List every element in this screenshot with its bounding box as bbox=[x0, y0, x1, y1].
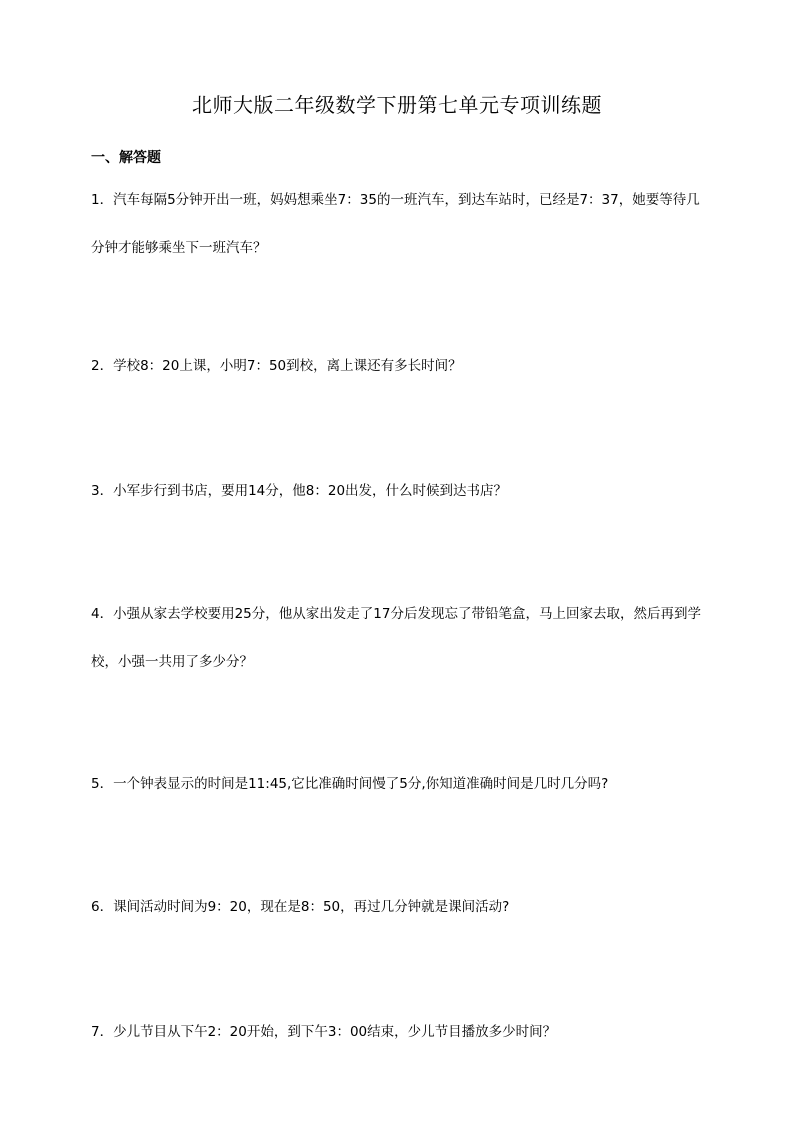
section-heading: 一、解答题 bbox=[91, 150, 161, 166]
question-3: 3．小军步行到书店，要用14分，他8：20出发，什么时候到达书店？ bbox=[91, 483, 508, 499]
question-2: 2．学校8：20上课，小明7：50到校，离上课还有多长时间？ bbox=[91, 358, 462, 374]
question-6: 6．课间活动时间为9：20，现在是8：50，再过几分钟就是课间活动? bbox=[91, 899, 510, 915]
question-1: 1．汽车每隔5分钟开出一班，妈妈想乘坐7：35的一班汽车，到达车站时，已经是7：37，她要等待几分钟才能够乘坐下一班汽车？ bbox=[91, 192, 700, 256]
question-4: 4．小强从家去学校要用25分，他从家出发走了17分后发现忘了带铅笔盒，马上回家去取，然后再到学校，小强一共用了多少分？ bbox=[91, 606, 701, 670]
question-5: 5．一个钟表显示的时间是11:45,它比准确时间慢了5分,你知道准确时间是几时几分吗? bbox=[91, 776, 609, 792]
page-title: 北师大版二年级数学下册第七单元专项训练题 bbox=[192, 93, 602, 117]
question-7: 7．少儿节目从下午2：20开始，到下午3：00结束，少儿节目播放多少时间？ bbox=[91, 1024, 557, 1040]
